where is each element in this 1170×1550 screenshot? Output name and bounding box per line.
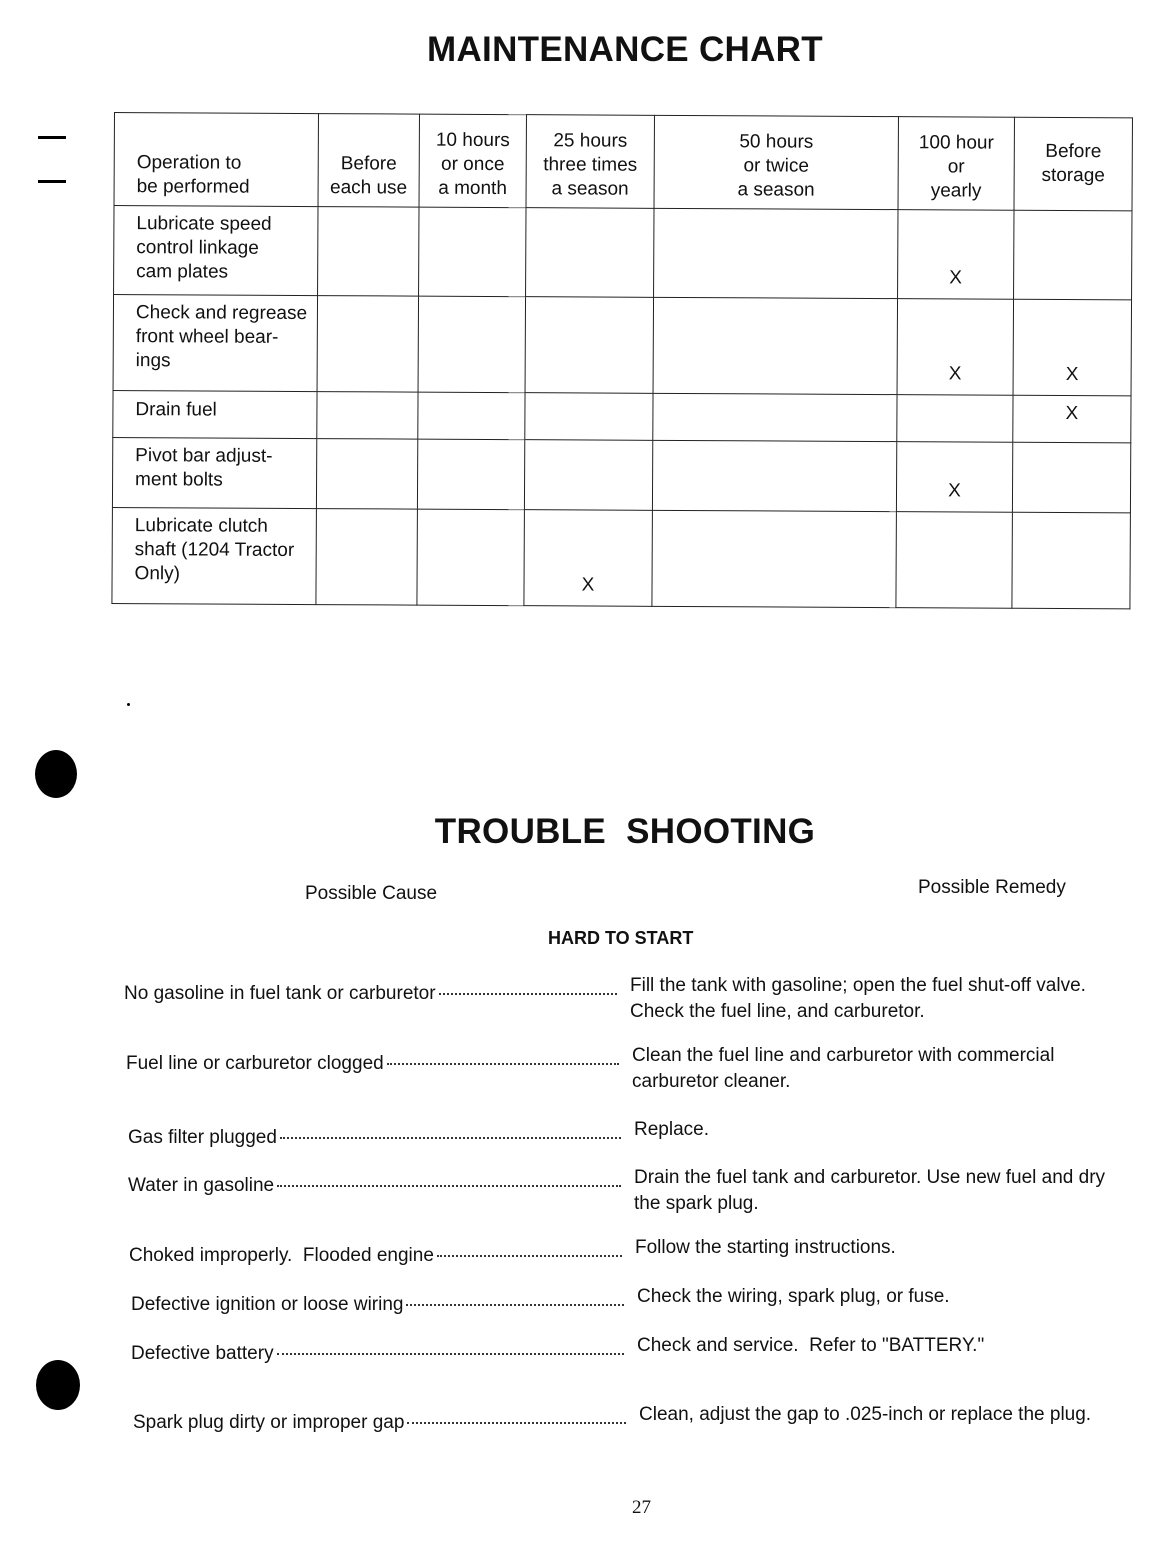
maintenance-header-row [114,113,1132,211]
table-row [112,507,1130,608]
cause-text: Choked improperly. Flooded engine [129,1245,434,1266]
schedule-cell [524,440,652,511]
schedule-cell [317,296,419,393]
schedule-cell: X [897,299,1014,396]
schedule-cell [1014,210,1132,300]
header-line: storage [1041,164,1105,187]
schedule-cell: X [896,442,1012,513]
remedy-text: Drain the fuel tank and carburetor. Use new fuel and dry the spark plug. [634,1167,1106,1214]
operation-line: Lubricate speed [136,213,272,235]
header-line: or once [440,153,505,176]
header-operation [114,113,318,207]
operation-cell [112,437,316,508]
table-row [112,437,1130,512]
header-50-hours [654,115,898,209]
schedule-cell [526,208,654,298]
binder-hole-mark [35,750,77,798]
remedy-text: Follow the starting instructions. [635,1237,896,1258]
schedule-cell: X [898,210,1014,300]
schedule-cell [653,393,897,441]
header-top: 10 hours [435,129,510,152]
schedule-cell [652,510,896,607]
header-line: Before [1045,140,1102,163]
table-row [113,390,1131,442]
operation-line: Pivot bar adjust- [135,445,273,467]
header-line: each use [329,177,408,199]
table-row [113,295,1131,396]
header-line: be performed [136,176,250,198]
operation-line: shaft (1204 Tractor [134,539,295,561]
margin-mark [38,136,66,139]
operation-line: Only) [134,563,181,585]
table-row [114,206,1132,300]
schedule-cell [653,297,897,394]
schedule-cell [525,393,653,441]
schedule-cell [1012,442,1130,513]
cause-cell [126,1051,623,1077]
header-line: or [947,156,965,178]
schedule-cell [418,392,525,440]
leader-dots [387,1062,619,1065]
margin-mark [38,180,66,183]
possible-cause-heading: Possible Cause [305,883,438,904]
header-before-each-use [318,114,419,208]
operation-line: front wheel bear- [135,326,279,348]
remedy-text: Check the wiring, spark plug, or fuse. [637,1286,950,1307]
remedy-text: Check and service. Refer to "BATTERY." [637,1335,985,1356]
operation-line: Drain fuel [135,399,217,421]
leader-dots [439,992,617,995]
schedule-cell [417,509,525,606]
maintenance-chart-title: MAINTENANCE CHART [427,30,823,69]
remedy-text: Clean the fuel line and carburetor with commercial carburetor cleaner. [632,1045,1055,1092]
speck-mark [127,703,130,706]
remedy-text: Replace. [634,1119,709,1140]
cause-text: Defective battery [131,1343,274,1364]
schedule-cell [897,395,1013,443]
remedy-text: Clean, adjust the gap to .025-inch or replace the plug. [639,1404,1092,1425]
schedule-cell [318,207,419,297]
operation-cell [113,295,317,392]
header-line: a month [438,177,507,200]
header-10-hours [419,114,526,208]
operation-line: ings [135,350,171,372]
leader-dots [277,1352,624,1355]
leader-dots [407,1421,626,1424]
cause-cell [124,981,621,1007]
operation-cell [112,507,316,604]
leader-dots [437,1254,622,1257]
cause-text: Spark plug dirty or improper gap [133,1412,405,1433]
cause-cell [131,1292,628,1318]
cause-text: Gas filter plugged [128,1127,277,1148]
leader-dots [406,1303,624,1306]
schedule-cell [417,439,524,510]
header-line: a season [551,178,629,200]
header-before-storage [1014,117,1132,211]
schedule-cell: X [524,510,653,607]
schedule-cell [316,439,417,510]
header-top: 25 hours [553,130,628,152]
leader-dots [277,1184,621,1187]
schedule-cell [317,392,418,440]
cause-text: No gasoline in fuel tank or carburetor [124,983,436,1004]
possible-remedy-heading: Possible Remedy [918,877,1066,898]
schedule-cell: X [1013,299,1132,396]
cause-cell [128,1173,625,1199]
remedy-text: Fill the tank with gasoline; open the fuel shut-off valve. Check the fuel line, and carburetor. [630,975,1086,1022]
header-line: three times [543,154,638,176]
trouble-shooting-title: TROUBLE SHOOTING [434,812,816,851]
header-line: or twice [743,155,810,177]
schedule-cell: X [1013,395,1131,443]
maintenance-table [111,112,1133,609]
header-100-hour [898,117,1014,211]
leader-dots [280,1136,621,1139]
operation-line: Lubricate clutch [134,515,268,537]
schedule-cell [652,440,896,511]
operation-line: cam plates [136,261,229,283]
schedule-cell [896,512,1013,609]
cause-text: Defective ignition or loose wiring [131,1294,404,1315]
binder-hole-mark [36,1360,80,1410]
cause-cell [133,1410,630,1436]
operation-line: Check and regrease [135,302,308,325]
schedule-cell [418,296,526,393]
schedule-cell [525,297,654,394]
cause-cell [128,1125,625,1151]
schedule-cell [419,207,526,297]
header-top: 50 hours [739,131,814,153]
header-line: Operation to [136,152,242,174]
operation-line: control linkage [136,237,259,259]
cause-cell [129,1243,626,1269]
cause-text: Water in gasoline [128,1175,275,1196]
header-line: yearly [930,180,982,202]
operation-cell [114,206,318,296]
schedule-cell [316,509,418,606]
operation-cell [113,390,317,438]
header-line: a season [737,179,815,201]
schedule-cell [654,208,898,298]
operation-line: ment bolts [135,469,223,491]
cause-cell [131,1341,628,1367]
header-line: Before [340,153,397,175]
page-number: 27 [632,1497,651,1518]
header-25-hours [526,115,654,209]
schedule-cell [1012,512,1131,609]
header-top: 100 hour [918,132,994,154]
cause-text: Fuel line or carburetor clogged [126,1053,384,1074]
hard-to-start-heading: HARD TO START [548,928,694,948]
